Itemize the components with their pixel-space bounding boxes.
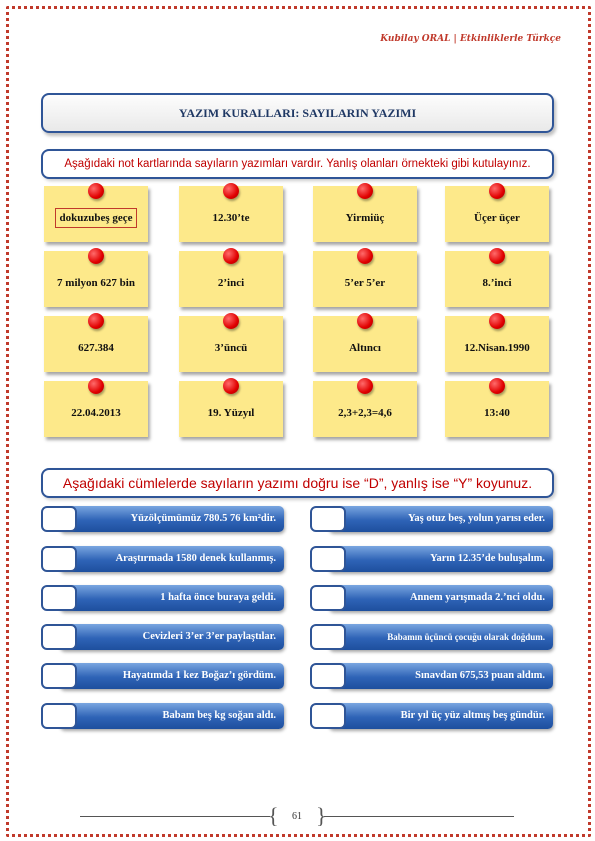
note-card[interactable]: [313, 316, 417, 372]
sentence-row: [41, 506, 284, 532]
sentence-text: Yaş otuz beş, yolun yarısı eder.: [408, 513, 545, 524]
sentence-text: Sınavdan 675,53 puan aldım.: [415, 670, 545, 681]
pin-icon: [88, 248, 104, 264]
page-number: 61: [292, 810, 302, 822]
instruction-notes: Aşağıdaki not kartlarında sayıların yazımları vardır. Yanlış olanları örnekteki gibi kutulayınız.: [41, 149, 554, 179]
sentence-text: 1 hafta önce buraya geldi.: [160, 592, 276, 603]
sentence-text: Hayatımda 1 kez Boğaz’ı gördüm.: [122, 670, 276, 681]
pin-icon: [489, 183, 505, 199]
note-text: 12.30’te: [212, 212, 250, 224]
sentence-row: [310, 624, 553, 650]
pin-icon: [223, 248, 239, 264]
answer-box[interactable]: [41, 506, 77, 532]
pin-icon: [489, 378, 505, 394]
answer-box[interactable]: [41, 585, 77, 611]
sentence-bar: [328, 663, 553, 689]
brace-left-icon: {: [268, 803, 279, 828]
pin-icon: [357, 313, 373, 329]
note-text: 19. Yüzyıl: [207, 407, 255, 419]
note-text: 5’er 5’er: [344, 277, 386, 289]
note-text: 2,3+2,3=4,6: [338, 407, 392, 419]
sentence-bar: [59, 585, 284, 611]
pin-icon: [88, 378, 104, 394]
sentence-row: [310, 506, 553, 532]
note-text: 7 milyon 627 bin: [57, 277, 135, 289]
sentence-row: [41, 663, 284, 689]
sentence-text: Cevizleri 3’er 3’er paylaştılar.: [142, 631, 276, 642]
note-card[interactable]: [44, 251, 148, 307]
sentence-row: [41, 703, 284, 729]
pin-icon: [223, 378, 239, 394]
note-card[interactable]: [445, 381, 549, 437]
pin-icon: [357, 378, 373, 394]
pin-icon: [223, 313, 239, 329]
answer-box[interactable]: [41, 703, 77, 729]
title-box: [41, 93, 554, 133]
note-card[interactable]: [44, 381, 148, 437]
pin-icon: [223, 183, 239, 199]
sentence-text: Babamın üçüncü çocuğu olarak doğdum.: [387, 632, 545, 642]
sentence-text: Araştırmada 1580 denek kullanmış.: [115, 553, 276, 564]
sentence-text: Annem yarışmada 2.’nci oldu.: [409, 592, 545, 603]
page-title: YAZIM KURALLARI: SAYILARIN YAZIMI: [178, 105, 417, 120]
pin-icon: [489, 248, 505, 264]
sentence-bar: [328, 506, 553, 532]
note-card[interactable]: [445, 186, 549, 242]
instruction-sentences: Aşağıdaki cümlelerde sayıların yazımı doğru ise “D”, yanlış ise “Y” koyunuz.: [41, 468, 554, 498]
answer-box[interactable]: [310, 506, 346, 532]
sentence-text: Bir yıl üç yüz altmış beş gündür.: [400, 710, 545, 721]
note-card[interactable]: [179, 316, 283, 372]
sentence-bar: [59, 506, 284, 532]
pin-icon: [88, 313, 104, 329]
sentence-row: [41, 546, 284, 572]
answer-box[interactable]: [310, 624, 346, 650]
note-text: 13:40: [484, 407, 510, 419]
note-text-boxed-example: dokuzubeş geçe: [55, 208, 136, 228]
answer-box[interactable]: [310, 663, 346, 689]
note-card[interactable]: [445, 251, 549, 307]
answer-box[interactable]: [310, 546, 346, 572]
note-text: 2’inci: [217, 277, 245, 289]
note-card[interactable]: [179, 186, 283, 242]
note-card[interactable]: [44, 316, 148, 372]
note-text: 8.’inci: [482, 277, 512, 289]
note-text: 3’üncü: [214, 342, 248, 354]
answer-box[interactable]: [41, 624, 77, 650]
sentence-row: [310, 663, 553, 689]
sentence-bar: [328, 546, 553, 572]
sentence-bar: [328, 703, 553, 729]
note-card[interactable]: [179, 381, 283, 437]
sentence-row: [310, 585, 553, 611]
note-card[interactable]: [313, 381, 417, 437]
sentence-bar: [59, 546, 284, 572]
pin-icon: [88, 183, 104, 199]
note-text: 22.04.2013: [71, 407, 121, 419]
answer-box[interactable]: [41, 663, 77, 689]
note-cards: [44, 186, 552, 441]
footer-rule-left: [80, 816, 270, 817]
note-card[interactable]: [445, 316, 549, 372]
note-text: Altıncı: [349, 342, 381, 354]
note-card[interactable]: [179, 251, 283, 307]
sentence-bar: [328, 585, 553, 611]
sentence-row: [310, 703, 553, 729]
sentence-bar: [59, 703, 284, 729]
sentence-bar: [328, 624, 553, 650]
page-header: Kubilay ORAL | Etkinliklerle Türkçe: [380, 34, 561, 44]
sentence-text: Babam beş kg soğan aldı.: [162, 710, 276, 721]
brace-right-icon: }: [316, 803, 327, 828]
sentence-row: [41, 624, 284, 650]
note-card[interactable]: [313, 186, 417, 242]
answer-box[interactable]: [310, 585, 346, 611]
note-text: Yirmiüç: [345, 212, 385, 224]
pin-icon: [357, 183, 373, 199]
answer-box[interactable]: [310, 703, 346, 729]
note-text: Üçer üçer: [474, 212, 520, 224]
footer-rule-right: [324, 816, 514, 817]
note-card[interactable]: [313, 251, 417, 307]
sentence-row: [41, 585, 284, 611]
pin-icon: [357, 248, 373, 264]
pin-icon: [489, 313, 505, 329]
sentence-bar: [59, 624, 284, 650]
sentence-row: [310, 546, 553, 572]
sentence-text: Yarın 12.35’de buluşalım.: [430, 553, 545, 564]
note-card[interactable]: [44, 186, 148, 242]
sentence-text: Yüzölçümümüz 780.5 76 km²dir.: [130, 513, 276, 524]
note-text: 627.384: [78, 342, 114, 354]
note-text: 12.Nisan.1990: [464, 342, 530, 354]
sentence-bar: [59, 663, 284, 689]
answer-box[interactable]: [41, 546, 77, 572]
